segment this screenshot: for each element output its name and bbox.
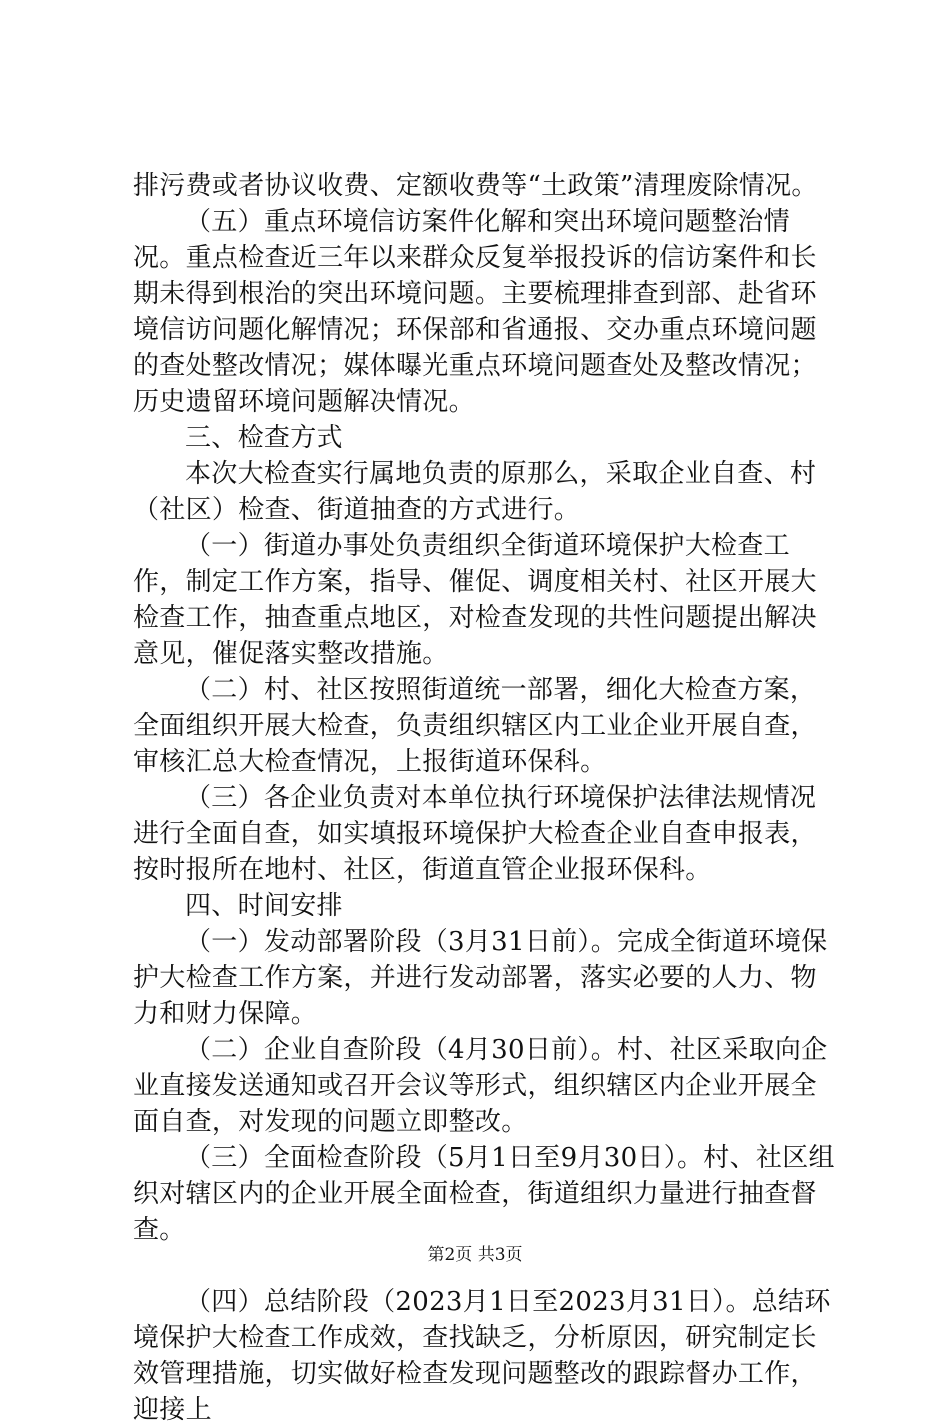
- section-heading-schedule: 四、时间安排: [185, 891, 343, 921]
- page-number-footer: 第2页 共3页: [427, 1245, 523, 1265]
- paragraph-method-intro: 本次大检查实行属地负责的原那么，采取企业自查、村（社区）检查、街道抽查的方式进行。: [133, 459, 817, 525]
- paragraph-schedule-2: （二）企业自查阶段（4月30日前）。村、社区采取向企业直接发送通知或召开会议等形式，组织辖区内企业开展全面自查，对发现的问题立即整改。: [133, 1035, 828, 1137]
- paragraph-schedule-3: （三）全面检查阶段（5月1日至9月30日）。村、社区组织对辖区内的企业开展全面检查，街道组织力量进行抽查督查。: [133, 1143, 835, 1245]
- section-heading-inspection-method: 三、检查方式: [185, 423, 343, 453]
- paragraph-schedule-1: （一）发动部署阶段（3月31日前）。完成全街道环境保护大检查工作方案，并进行发动部署，落实必要的人力、物力和财力保障。: [133, 927, 828, 1029]
- paragraph-item-5: （五）重点环境信访案件化解和突出环境问题整治情况。重点检查近三年以来群众反复举报投诉的信访案件和长期未得到根治的突出环境问题。主要梳理排查到部、赴省环境信访问题化解情况；环保部和省通报、交办重点环境问题的查处整改情况；媒体曝光重点环境问题查处及整改情况；历史遗留环境问题解决情况。: [133, 207, 817, 417]
- paragraph-schedule-4: （四）总结阶段（2023月1日至2023月31日）。总结环境保护大检查工作成效，查找缺乏，分析原因，研究制定长效管理措施，切实做好检查发现问题整改的跟踪督办工作，迎接上: [133, 1287, 831, 1425]
- paragraph-method-3: （三）各企业负责对本单位执行环境保护法律法规情况进行全面自查，如实填报环境保护大检查企业自查申报表，按时报所在地村、社区，街道直管企业报环保科。: [133, 783, 817, 885]
- paragraph-method-1: （一）街道办事处负责组织全街道环境保护大检查工作，制定工作方案，指导、催促、调度相关村、社区开展大检查工作，抽查重点地区，对检查发现的共性问题提出解决意见，催促落实整改措施。: [133, 531, 817, 669]
- document-body: [133, 168, 838, 1428]
- paragraph-method-2: （二）村、社区按照街道统一部署，细化大检查方案，全面组织开展大检查，负责组织辖区内工业企业开展自查，审核汇总大检查情况，上报街道环保科。: [133, 675, 817, 777]
- paragraph-continuation: 排污费或者协议收费、定额收费等“土政策”清理废除情况。: [133, 171, 818, 201]
